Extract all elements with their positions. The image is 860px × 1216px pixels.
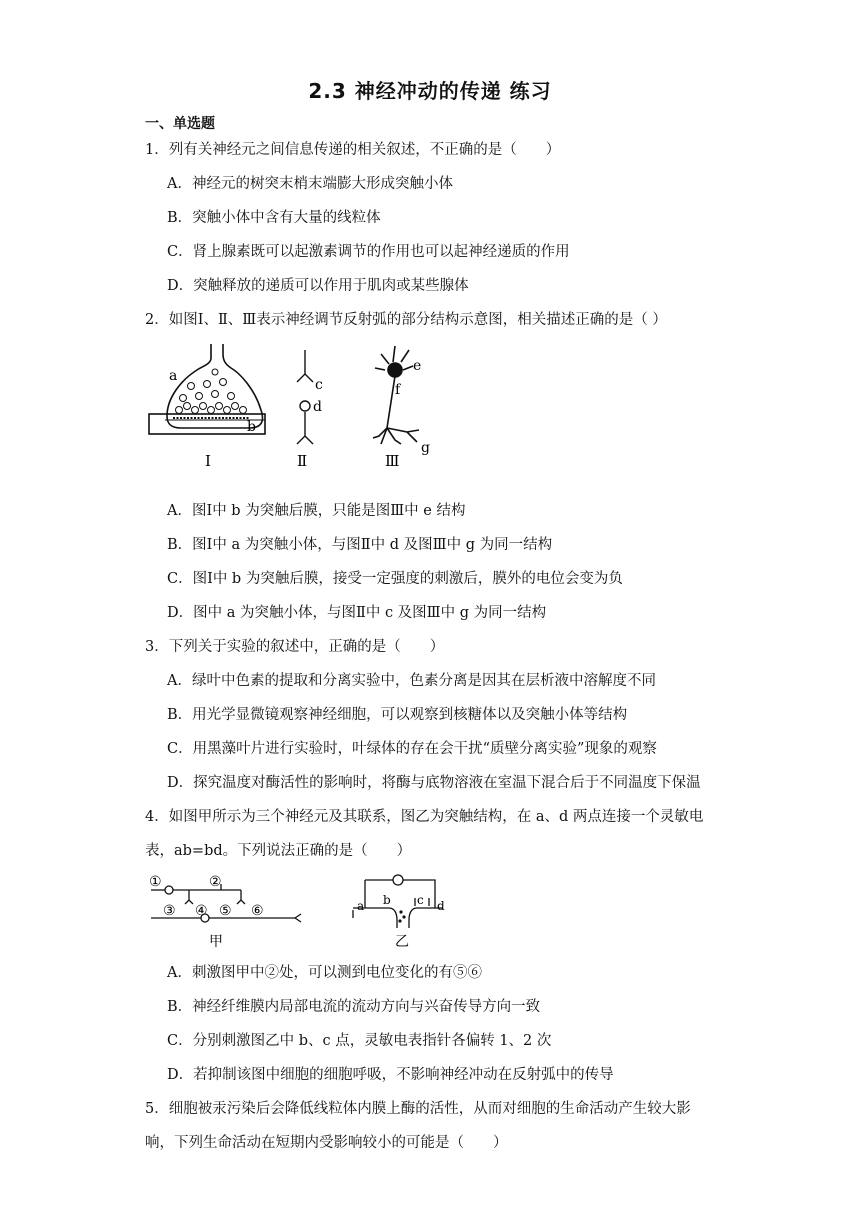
- fig-label-a2: a: [357, 899, 365, 913]
- fig-label-n1: ①: [149, 874, 162, 890]
- fig-label-e: e: [413, 358, 422, 374]
- question-4-option-a: A．刺激图甲中②处，可以测到电位变化的有⑤⑥: [167, 965, 482, 981]
- fig-label-f: f: [395, 382, 401, 398]
- fig-label-I: Ⅰ: [205, 452, 211, 470]
- question-4-stem-line-2: 表，ab=bd。下列说法正确的是（ ）: [145, 843, 412, 859]
- question-3-stem: 3．下列关于实验的叙述中，正确的是（ ）: [145, 639, 445, 655]
- fig-label-n5: ⑤: [219, 903, 232, 919]
- fig-label-d2: d: [437, 899, 445, 913]
- synaptic-vesicles: [176, 369, 247, 414]
- fig-label-III: Ⅲ: [385, 452, 400, 470]
- fig-label-d: d: [313, 399, 322, 415]
- fig-label-n6: ⑥: [251, 903, 264, 919]
- question-1-option-b: B．突触小体中含有大量的线粒体: [167, 210, 381, 226]
- question-3-option-d: D．探究温度对酶活性的影响时，将酶与底物溶液在室温下混合后于不同温度下保温: [167, 775, 701, 791]
- question-4-option-c: C．分别刺激图乙中 b、c 点，灵敏电表指针各偏转 1、2 次: [167, 1033, 552, 1049]
- question-2-stem: 2．如图Ⅰ、Ⅱ、Ⅲ表示神经调节反射弧的部分结构示意图，相关描述正确的是（ ）: [145, 312, 667, 328]
- fig-label-yi: 乙: [395, 934, 409, 950]
- fig-label-b: b: [247, 419, 256, 435]
- question-3-option-c: C．用黑藻叶片进行实验时，叶绿体的存在会干扰“质壁分离实验”现象的观察: [167, 741, 657, 757]
- question-1-option-c: C．肾上腺素既可以起激素调节的作用也可以起神经递质的作用: [167, 244, 570, 260]
- question-1-stem: 1．列有关神经元之间信息传递的相关叙述，不正确的是（ ）: [145, 142, 561, 158]
- fig-label-c2: c: [417, 893, 424, 907]
- question-1-option-d: D．突触释放的递质可以作用于肌肉或某些腺体: [167, 278, 469, 294]
- fig-label-g: g: [421, 440, 430, 456]
- question-1-option-a: A．神经元的树突末梢末端膨大形成突触小体: [167, 176, 453, 192]
- fig-label-n2: ②: [209, 874, 222, 890]
- question-5-stem-line-2: 响，下列生命活动在短期内受影响较小的可能是（ ）: [145, 1135, 508, 1151]
- figure-yi-synapse: [353, 875, 443, 928]
- question-3-option-a: A．绿叶中色素的提取和分离实验中，色素分离是因其在层析液中溶解度不同: [167, 673, 656, 689]
- fig-label-n3: ③: [163, 903, 176, 919]
- question-2-option-d: D．图中 a 为突触小体，与图Ⅱ中 c 及图Ⅲ中 g 为同一结构: [167, 605, 547, 621]
- page-title: 2.3 神经冲动的传递 练习: [308, 79, 552, 103]
- question-2-option-c: C．图Ⅰ中 b 为突触后膜，接受一定强度的刺激后，膜外的电位会变为负: [167, 571, 623, 587]
- question-2-option-b: B．图Ⅰ中 a 为突触小体，与图Ⅱ中 d 及图Ⅲ中 g 为同一结构: [167, 537, 553, 553]
- question-2-figure: [145, 340, 445, 480]
- fig-label-n4: ④: [195, 903, 208, 919]
- question-4-figure: [145, 870, 465, 952]
- section-heading: 一、单选题: [145, 116, 215, 132]
- question-2-option-a: A．图Ⅰ中 b 为突触后膜，只能是图Ⅲ中 e 结构: [167, 503, 466, 519]
- fig-label-c: c: [315, 377, 323, 393]
- fig-label-II: Ⅱ: [297, 452, 308, 470]
- question-4-option-b: B．神经纤维膜内局部电流的流动方向与兴奋传导方向一致: [167, 999, 541, 1015]
- question-4-option-d: D．若抑制该图中细胞的细胞呼吸，不影响神经冲动在反射弧中的传导: [167, 1067, 614, 1083]
- question-3-option-b: B．用光学显微镜观察神经细胞，可以观察到核糖体以及突触小体等结构: [167, 707, 628, 723]
- fig-label-a: a: [169, 368, 178, 384]
- question-5-stem-line-1: 5．细胞被汞污染后会降低线粒体内膜上酶的活性，从而对细胞的生命活动产生较大影: [145, 1101, 691, 1117]
- fig-label-b2: b: [383, 893, 391, 907]
- question-4-stem-line-1: 4．如图甲所示为三个神经元及其联系，图乙为突触结构，在 a、d 两点连接一个灵敏电: [145, 809, 704, 825]
- figure-II-diagram: [297, 350, 313, 444]
- fig-label-jia: 甲: [209, 934, 223, 950]
